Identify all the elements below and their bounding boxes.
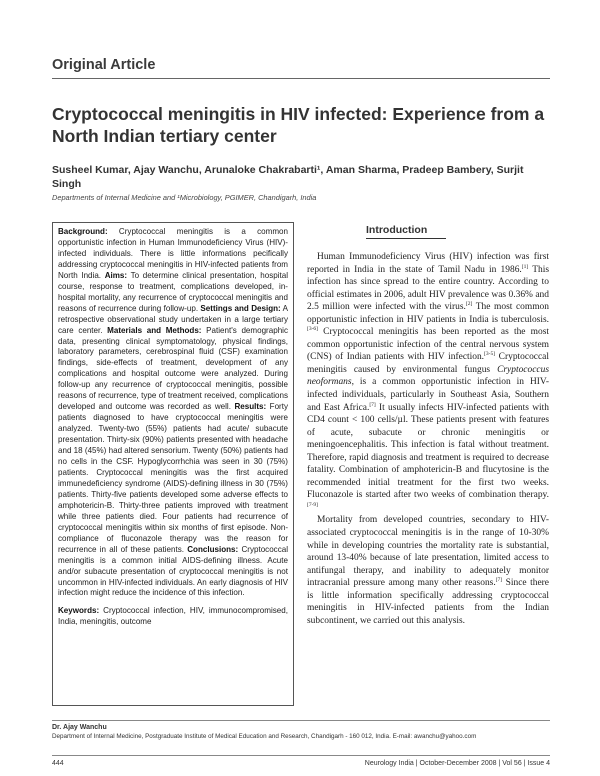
keywords-label: Keywords: [58,606,100,616]
abstract-text [58,227,288,599]
aims-label: Aims: [104,270,128,280]
author-list: Susheel Kumar, Ajay Wanchu, Arunaloke Chakrabarti¹, Aman Sharma, Pradeep Bambery, Surjit Singh [52,164,524,190]
intro-paragraph-1 [307,251,549,514]
top-divider [52,78,550,79]
intro-text: Mortality from developed countries, secondary to HIV-associated cryptococcal meningitis is in the range of 10-30% while in developing countries the mortality rate is substantial, around 13-40% because of late presentation, limited access to antifungal therapy, and inability to adequately monitor intracranial pressure among many other reasons. [307,515,549,589]
citation-ref: [1] [521,263,529,270]
page-number: 444 [52,760,64,767]
intro-text: The most common opportunistic infection in HIV patients in India is tuberculosis. [307,302,549,325]
introduction-heading: Introduction [366,224,428,236]
citation-ref: [3-6] [307,326,318,333]
design-label: Settings and Design: [200,303,281,313]
results-text: Forty patients diagnosed to have cryptococcal meningitis were analyzed. Twenty-two (55%) patients had acute/ subacute presentation. Thirty-six (90%) patients presented with headache and 18 (45%) had altered sensorium. Twenty (50%) patients had no cells in the CSF. Hypoglycorrhchia was seen in 30 (75%) patients. Cryptococcal meningitis was the first acquired immunedeficiency syndrome (AIDS)-defining illness in 30 (75%) patients. Thirty-five patients developed some adverse effects to amphotericin-B. Thirty-three patients improved with treatment while three patients died. Four patients had recurrence of cryptococcal meningitis within six months of first episode. Non-compliance of fluconazole therapy was the reason for recurrence in all of these patients. [58,402,288,554]
aims-text: To determine clinical presentation, hospital course, response to treatment, complications developed, in-hospital mortality, any recurrence of cryptococcal meningitis and reasons of recurrence during follow-up. [58,270,288,313]
introduction-body [307,251,549,627]
journal-info: Neurology India | October-December 2008 | Vol 56 | Issue 4 [364,760,550,767]
species-name: Cryptococcus neoformans [307,364,549,388]
background-text: Cryptococcal meningitis is a common opportunistic infection in Human Immunodeficiency Virus (HIV)-infected individuals. There is little informations pecifically addressing cryptococcal meningitis in HIV-infected patients from North India. [58,227,288,280]
background-label: Background: [58,227,108,236]
intro-paragraph-2 [307,514,549,627]
footer-divider [52,755,550,756]
conclusions-label: Conclusions: [187,544,239,554]
methods-text: Patient's demographic data, presenting clinical symptomatology, physical findings, laboratory parameters, cerebrospinal fluid (CSF) examination findings, side-effects of treatment, development of any complications and hospital outcome were analyzed. During follow-up any recurrence of cryptococcal meningitis, possible reasons of recurrence, type of treatment received, complications developed and outcome was recorded as well. [58,325,288,412]
intro-text: , is a common opportunistic infection in HIV-infected individuals, particularly in Southeast Asia, Southern and East Africa. [307,377,549,413]
intro-text: Cryptococcal meningitis has been reported as the most common opportunistic infection of the central nervous system (CNS) of Indian patients with HIV infection. [307,327,549,363]
citation-ref: [3-5] [484,351,496,358]
methods-label: Materials and Methods: [107,325,202,335]
section-label: Original Article [52,57,156,73]
intro-text: It usually infects HIV-infected patients with CD4 count < 100 cells/µl. These patients present with features of acute, subacute or chronic meningitis or meningoencephalitis. This infection is fatal without treatment. Therefore, rapid diagnosis and treatment is required to decrease fatality. Combination of amphotericin-B and flucytosine is the recommended initial treatment for the first two weeks. Fluconazole is started after two weeks of combination therapy. [307,402,549,501]
intro-text: Cryptococcal meningitis caused by environmental fungus [307,352,549,375]
citation-ref: [7-9] [307,501,318,508]
citation-ref: [2] [465,301,473,308]
abstract-box [52,222,294,706]
citation-ref: [7] [495,577,503,584]
correspondence-name: Dr. Ajay Wanchu [52,724,107,731]
intro-text: This infection has since spread to the entire country. According to official estimates in 2006, adult HIV prevalence was 0.36% and 2.5 million were infected with the virus. [307,264,549,313]
correspondence-address: Department of Internal Medicine, Postgraduate Institute of Medical Education and Research, Chandigarh - 160 012, India. E-mail: awanchu@yahoo.com [52,733,477,740]
intro-text: Human Immunodeficiency Virus (HIV) infection was first reported in India in the state of Tamil Nadu in 1986. [307,252,549,275]
citation-ref: [7] [369,401,376,408]
article-title: Cryptococcal meningitis in HIV infected: Experience from a North Indian tertiary center [52,104,545,146]
keywords-text: Cryptococcal infection, HIV, immunocompromised, India, meningitis, outcome [58,606,288,627]
footnote-divider [52,720,550,721]
results-label: Results: [234,402,267,412]
keywords [58,606,288,628]
intro-text: Since there is little information specifically addressing cryptococcal meningitis in HIV-infected patients from the Indian subcontinent, we carried out this analysis. [307,578,549,626]
design-text: A retrospective observational study undertaken in a large tertiary care center. [58,303,288,335]
introduction-underline [366,238,446,239]
conclusions-text: Cryptococcal meningitis is a common initial AIDS-defining illness. Acute and/or subacute presentation of cryptococcal meningitis is not uncommon in HIV-infected individuals. An early diagnosis of HIV infection might reduce the incidence of this infection. [58,544,288,598]
affiliation: Departments of Internal Medicine and ¹Microbiology, PGIMER, Chandigarh, India [52,193,317,202]
